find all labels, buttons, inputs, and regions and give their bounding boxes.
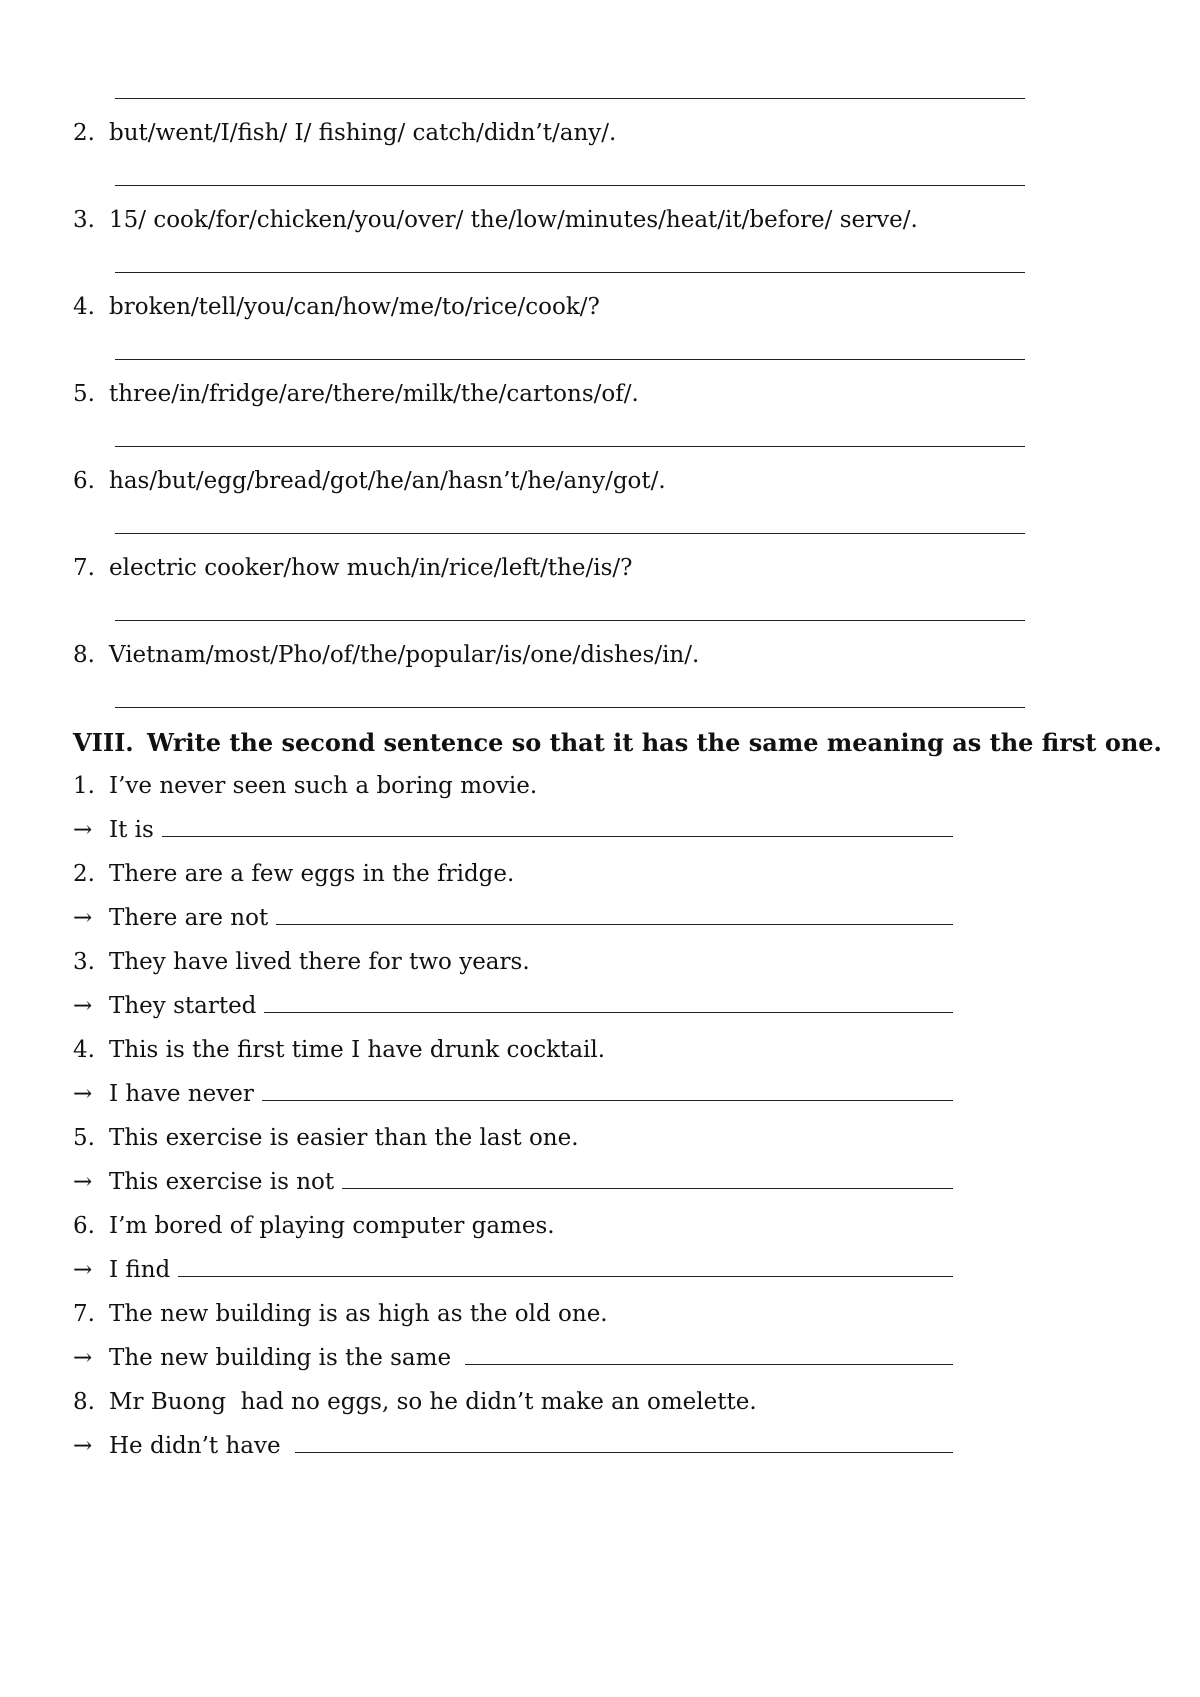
- vii-item-2: [73, 118, 616, 148]
- viii-item-6: [73, 1211, 555, 1241]
- viii-answer-1: [73, 815, 953, 845]
- answer-line-5[interactable]: [115, 446, 1025, 447]
- vii-item-6: [73, 466, 666, 496]
- arrow-icon: →: [73, 1257, 93, 1283]
- vii-item-8: [73, 640, 699, 670]
- answer-blank[interactable]: [162, 816, 953, 837]
- answer-blank[interactable]: [276, 904, 953, 925]
- section-title: Write the second sentence so that it has the same meaning as the first one.: [147, 728, 1162, 757]
- answer-line-3[interactable]: [115, 272, 1025, 273]
- viii-answer-2: [73, 903, 953, 933]
- item-text: This exercise is easier than the last one.: [109, 1125, 579, 1151]
- item-number: 2.: [73, 120, 95, 146]
- item-text: This is the first time I have drunk cocktail.: [109, 1037, 606, 1063]
- arrow-icon: →: [73, 993, 93, 1019]
- viii-answer-3: [73, 991, 953, 1021]
- arrow-icon: →: [73, 1169, 93, 1195]
- viii-answer-4: [73, 1079, 953, 1109]
- answer-blank[interactable]: [262, 1080, 953, 1101]
- arrow-icon: →: [73, 1345, 93, 1371]
- viii-item-8: [73, 1387, 757, 1417]
- section-number: VIII.: [73, 728, 134, 757]
- item-number: 4.: [73, 1037, 95, 1063]
- answer-line-8[interactable]: [115, 707, 1025, 708]
- item-number: 4.: [73, 294, 95, 320]
- arrow-icon: →: [73, 817, 93, 843]
- answer-prompt: I have never: [109, 1081, 254, 1107]
- viii-item-1: [73, 771, 537, 801]
- item-text: Mr Buong had no eggs, so he didn’t make an omelette.: [109, 1389, 757, 1415]
- answer-prompt: I find: [109, 1257, 171, 1283]
- answer-blank[interactable]: [295, 1432, 953, 1453]
- item-text: three/in/fridge/are/there/milk/the/cartons/of/.: [109, 381, 639, 407]
- item-text: electric cooker/how much/in/rice/left/the/is/?: [109, 555, 633, 581]
- item-number: 8.: [73, 1389, 95, 1415]
- answer-line-7[interactable]: [115, 620, 1025, 621]
- vii-item-3: [73, 205, 918, 235]
- answer-blank[interactable]: [342, 1168, 953, 1189]
- item-number: 3.: [73, 207, 95, 233]
- answer-prompt: He didn’t have: [109, 1433, 281, 1459]
- answer-line-6[interactable]: [115, 533, 1025, 534]
- item-text: There are a few eggs in the fridge.: [109, 861, 515, 887]
- viii-item-3: [73, 947, 530, 977]
- answer-blank[interactable]: [264, 992, 953, 1013]
- item-number: 6.: [73, 1213, 95, 1239]
- answer-prompt: There are not: [109, 905, 269, 931]
- item-text: The new building is as high as the old one.: [109, 1301, 608, 1327]
- section-viii-heading: [73, 728, 1162, 758]
- answer-prompt: It is: [109, 817, 154, 843]
- item-number: 2.: [73, 861, 95, 887]
- viii-answer-6: [73, 1255, 953, 1285]
- item-number: 8.: [73, 642, 95, 668]
- item-number: 6.: [73, 468, 95, 494]
- item-text: I’ve never seen such a boring movie.: [109, 773, 538, 799]
- answer-blank[interactable]: [178, 1256, 953, 1277]
- answer-line-2[interactable]: [115, 185, 1025, 186]
- item-number: 5.: [73, 1125, 95, 1151]
- viii-answer-7: [73, 1343, 953, 1373]
- item-text: Vietnam/most/Pho/of/the/popular/is/one/dishes/in/.: [109, 642, 700, 668]
- answer-line-4[interactable]: [115, 359, 1025, 360]
- answer-blank[interactable]: [465, 1344, 953, 1365]
- item-number: 7.: [73, 1301, 95, 1327]
- arrow-icon: →: [73, 1081, 93, 1107]
- item-number: 1.: [73, 773, 95, 799]
- item-number: 3.: [73, 949, 95, 975]
- vii-item-4: [73, 292, 600, 322]
- viii-answer-8: [73, 1431, 953, 1461]
- vii-item-7: [73, 553, 632, 583]
- item-text: They have lived there for two years.: [109, 949, 530, 975]
- item-number: 5.: [73, 381, 95, 407]
- arrow-icon: →: [73, 905, 93, 931]
- item-text: 15/ cook/for/chicken/you/over/ the/low/minutes/heat/it/before/ serve/.: [109, 207, 918, 233]
- viii-item-2: [73, 859, 514, 889]
- vii-item-5: [73, 379, 639, 409]
- viii-answer-5: [73, 1167, 953, 1197]
- viii-item-5: [73, 1123, 579, 1153]
- answer-line-1[interactable]: [115, 98, 1025, 99]
- item-text: broken/tell/you/can/how/me/to/rice/cook/?: [109, 294, 600, 320]
- answer-prompt: They started: [109, 993, 257, 1019]
- answer-prompt: This exercise is not: [109, 1169, 335, 1195]
- viii-item-4: [73, 1035, 605, 1065]
- item-text: has/but/egg/bread/got/he/an/hasn’t/he/any/got/.: [109, 468, 666, 494]
- viii-item-7: [73, 1299, 608, 1329]
- arrow-icon: →: [73, 1433, 93, 1459]
- item-text: but/went/I/fish/ I/ fishing/ catch/didn’t/any/.: [109, 120, 617, 146]
- answer-prompt: The new building is the same: [109, 1345, 452, 1371]
- item-number: 7.: [73, 555, 95, 581]
- item-text: I’m bored of playing computer games.: [109, 1213, 555, 1239]
